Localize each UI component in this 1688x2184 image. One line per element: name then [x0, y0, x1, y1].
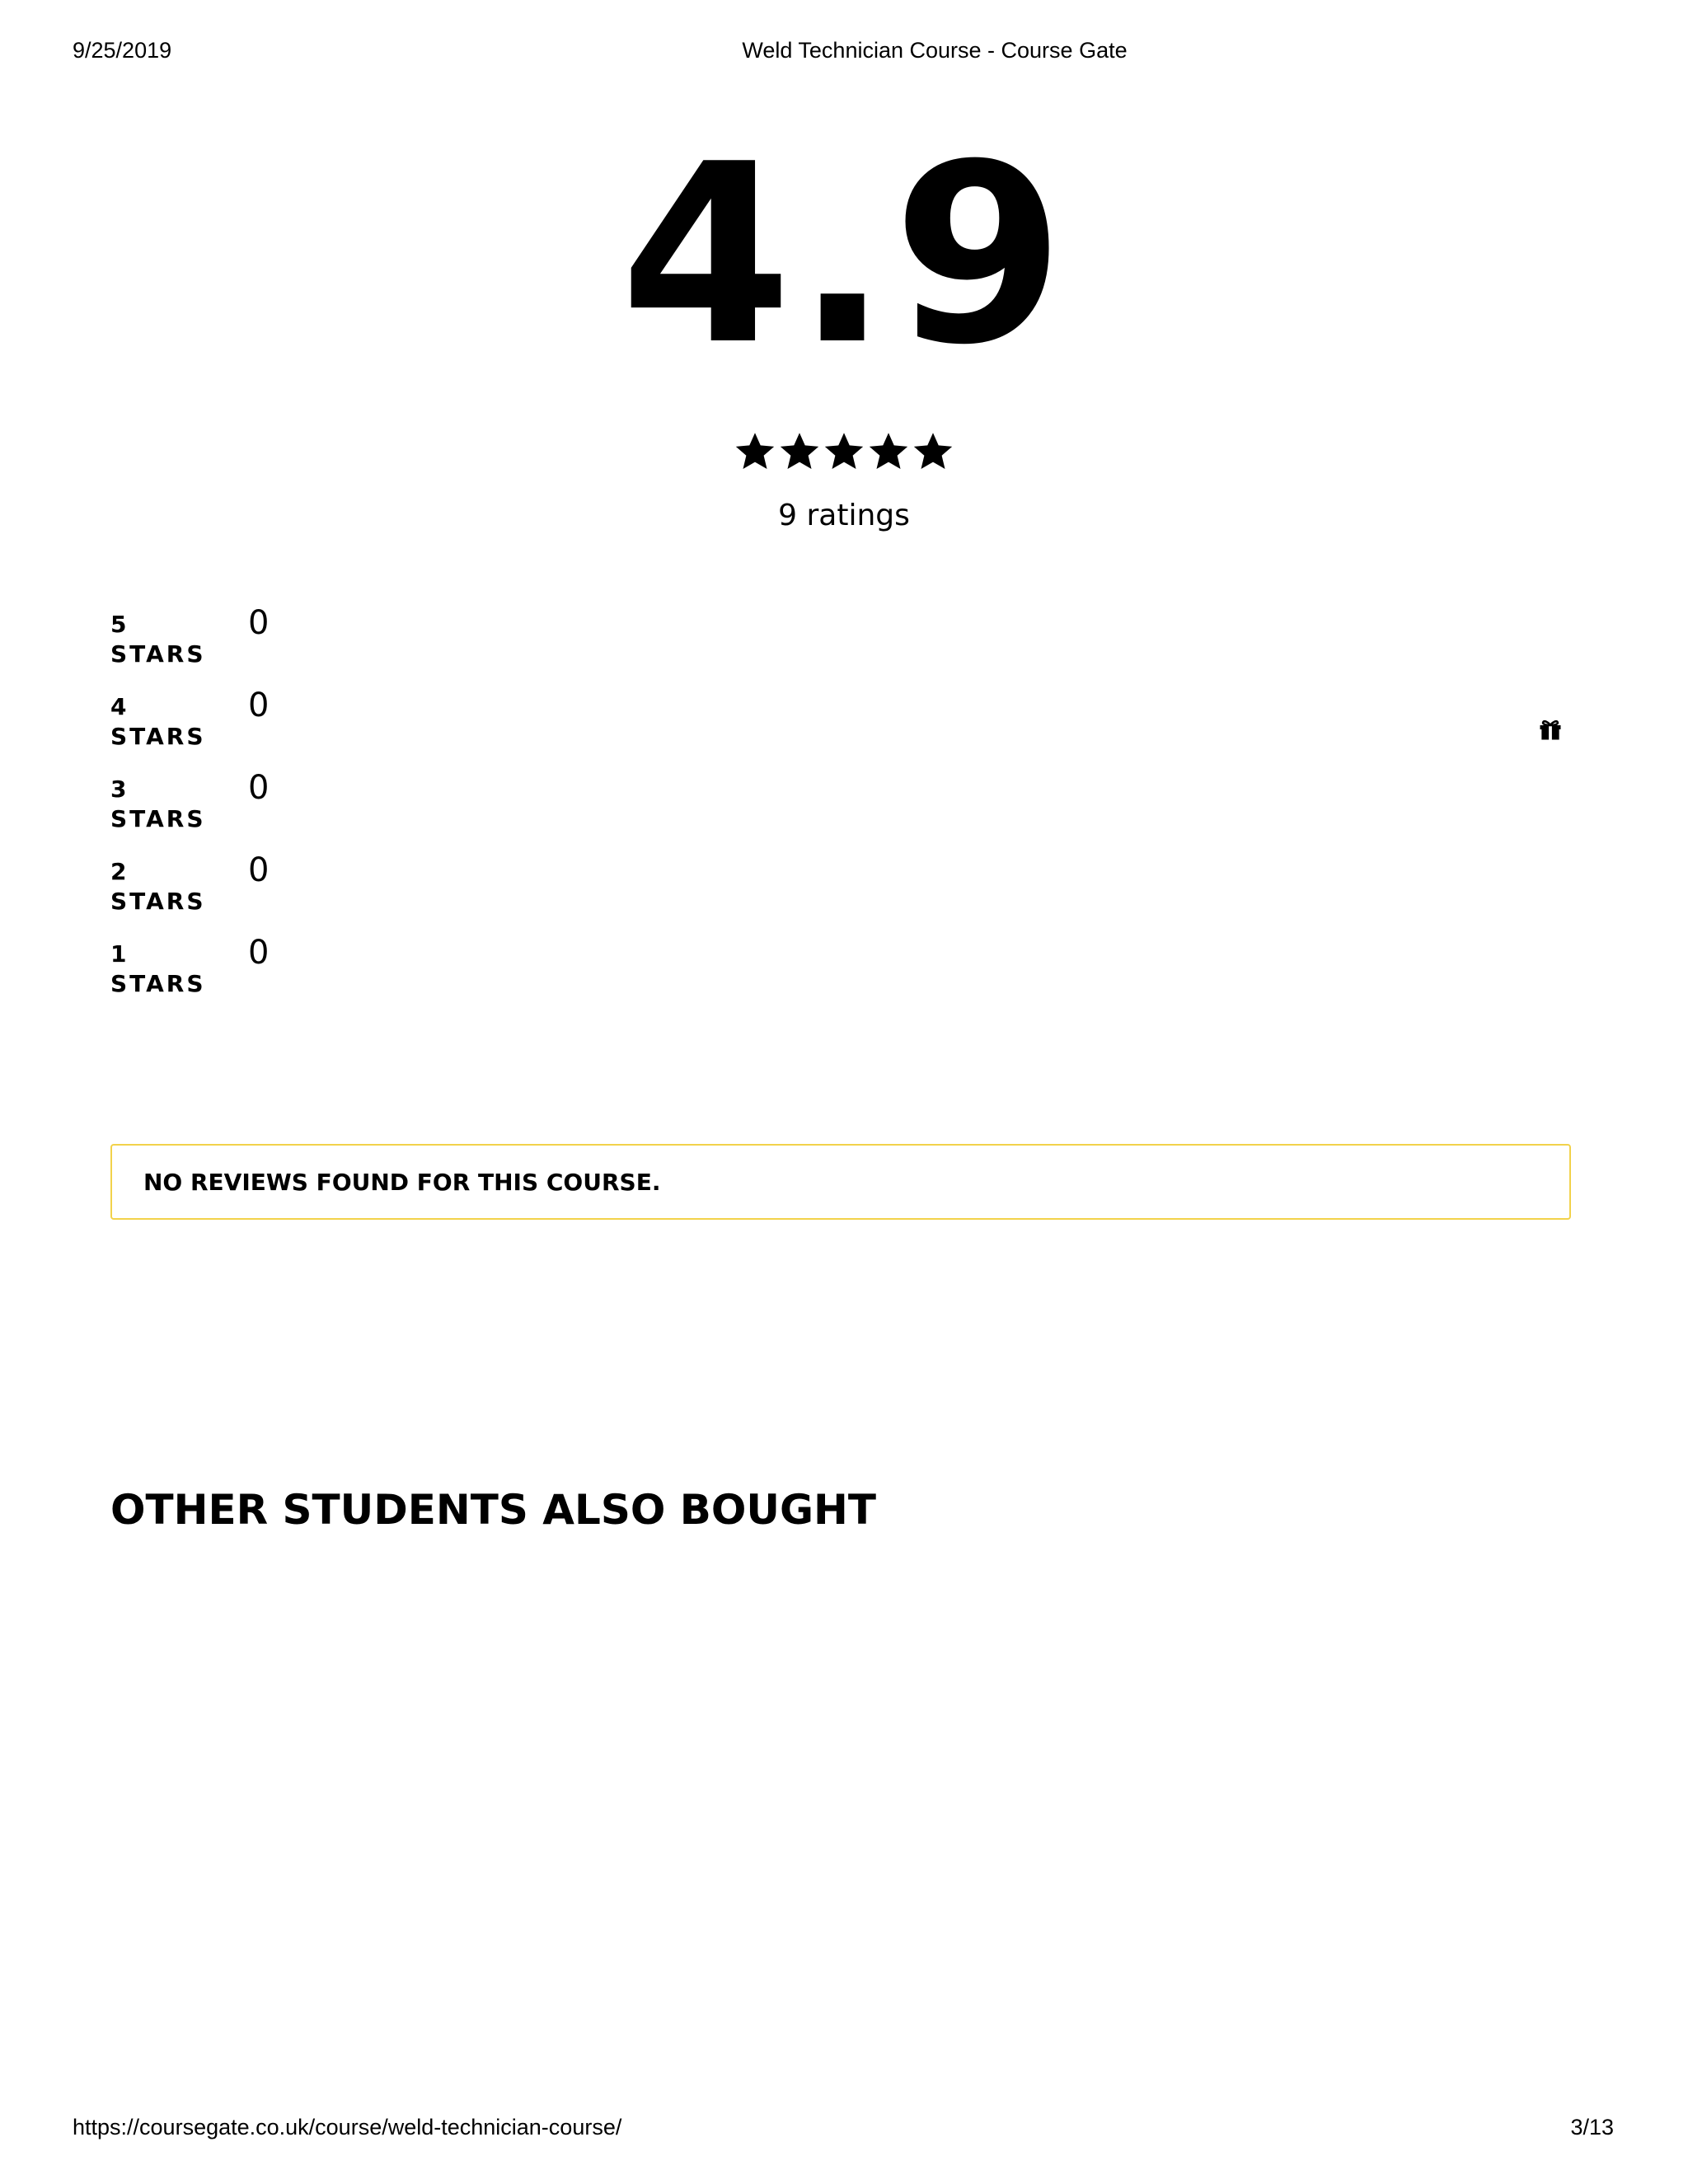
star-icon [867, 430, 910, 473]
breakdown-count: 0 [248, 769, 270, 807]
print-url: https://coursegate.co.uk/course/weld-technician-course/ [73, 2115, 622, 2139]
breakdown-count: 0 [248, 851, 270, 889]
breakdown-count: 0 [248, 604, 270, 642]
print-footer [0, 2115, 1688, 2148]
print-page-title: Weld Technician Course - Course Gate [742, 38, 1128, 63]
breakdown-count: 0 [248, 934, 270, 972]
breakdown-label: 5 STARS [110, 611, 206, 668]
breakdown-label: 2 STARS [110, 858, 206, 915]
gift-icon[interactable] [1538, 717, 1563, 742]
breakdown-label: 1 STARS [110, 940, 206, 997]
star-icon [734, 430, 776, 473]
no-reviews-notice: NO REVIEWS FOUND FOR THIS COURSE. [110, 1144, 1571, 1220]
star-icon [823, 430, 865, 473]
print-header [0, 38, 1688, 71]
breakdown-label: 3 STARS [110, 776, 206, 832]
breakdown-count: 0 [248, 687, 270, 724]
rating-count: 9 ratings [778, 499, 910, 532]
print-page-number: 3/13 [1570, 2115, 1614, 2139]
rating-stars [0, 430, 1688, 473]
average-rating: 4.9 [620, 111, 1068, 399]
also-bought-heading: OTHER STUDENTS ALSO BOUGHT [110, 1486, 876, 1534]
print-date: 9/25/2019 [73, 38, 172, 63]
star-icon [778, 430, 821, 473]
breakdown-label: 4 STARS [110, 693, 206, 750]
star-icon [912, 430, 954, 473]
